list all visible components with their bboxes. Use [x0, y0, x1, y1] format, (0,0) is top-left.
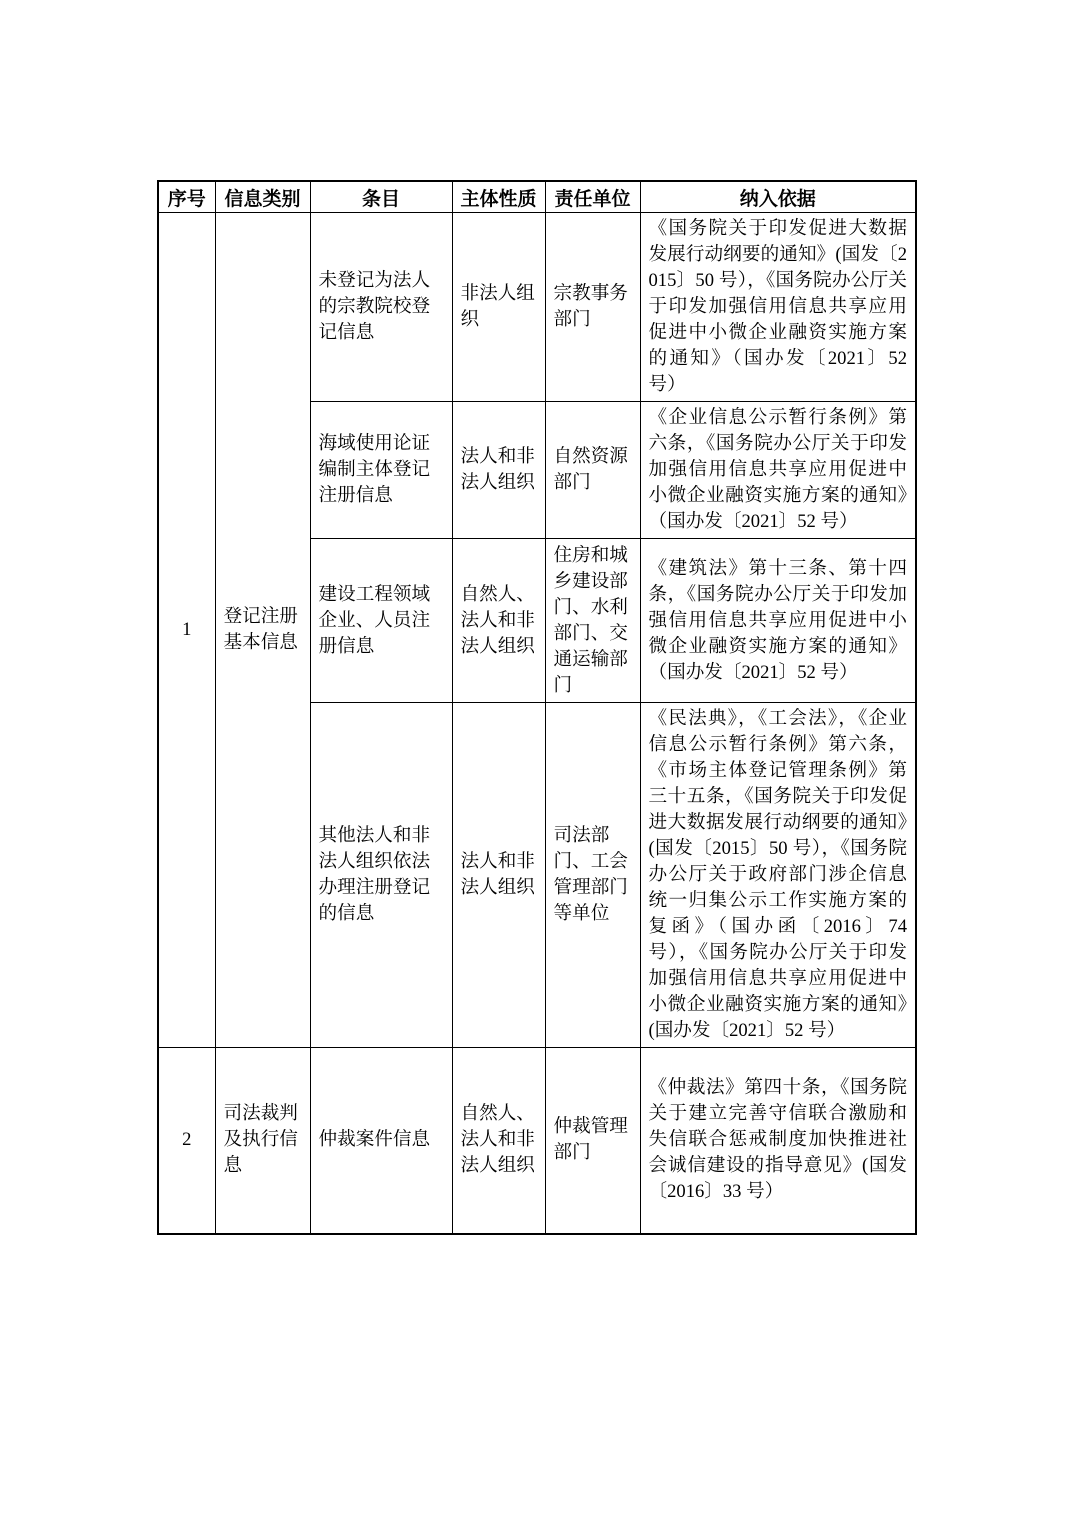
table-row: [158, 213, 916, 402]
cell-unit: 宗教事务部门: [545, 213, 640, 402]
column-header-category: 信息类别: [215, 181, 310, 213]
table-body: [158, 213, 916, 1234]
cell-item: 仲裁案件信息: [310, 1048, 452, 1234]
cell-item: 建设工程领域企业、人员注册信息: [310, 539, 452, 703]
table-header-row: [158, 181, 916, 213]
cell-category: 登记注册基本信息: [215, 213, 310, 1048]
table-row: [158, 1048, 916, 1234]
cell-basis: 《仲裁法》第四十条，《国务院关于建立完善守信联合激励和失信联合惩戒制度加快推进社会诚信建设的指导意见》(国发〔2016〕33 号）: [640, 1048, 916, 1234]
cell-subject: 自然人、法人和非法人组织: [452, 1048, 545, 1234]
cell-basis: 《民法典》，《工会法》，《企业信息公示暂行条例》第六条，《市场主体登记管理条例》第三十五条，《国务院关于印发促进大数据发展行动纲要的通知》(国发〔2015〕50 号），《国务院办公厅关于政府部门涉企信息统一归集公示工作实施方案的复函》（国办函〔2016〕74 号），《国务院办公厅关于印发加强信用信息共享应用促进中小微企业融资实施方案的通知》(国办发〔2021〕52 号）: [640, 703, 916, 1048]
column-header-no: 序号: [158, 181, 215, 213]
cell-subject: 自然人、法人和非法人组织: [452, 539, 545, 703]
column-header-subject: 主体性质: [452, 181, 545, 213]
cell-subject: 法人和非法人组织: [452, 703, 545, 1048]
column-header-basis: 纳入依据: [640, 181, 916, 213]
cell-item: 其他法人和非法人组织依法办理注册登记的信息: [310, 703, 452, 1048]
cell-basis: 《建筑法》第十三条、第十四条，《国务院办公厅关于印发加强信用信息共享应用促进中小微企业融资实施方案的通知》（国办发〔2021〕52 号）: [640, 539, 916, 703]
info-category-table: [157, 180, 917, 1235]
cell-item: 未登记为法人的宗教院校登记信息: [310, 213, 452, 402]
cell-item: 海域使用论证编制主体登记注册信息: [310, 402, 452, 539]
cell-no: 2: [158, 1048, 215, 1234]
column-header-item: 条目: [310, 181, 452, 213]
cell-category: 司法裁判及执行信息: [215, 1048, 310, 1234]
cell-unit: 住房和城乡建设部门、水利部门、交通运输部门: [545, 539, 640, 703]
cell-unit: 自然资源部门: [545, 402, 640, 539]
column-header-unit: 责任单位: [545, 181, 640, 213]
cell-unit: 司法部门、工会管理部门等单位: [545, 703, 640, 1048]
cell-basis: 《国务院关于印发促进大数据发展行动纲要的通知》(国发〔2015〕50 号），《国务院办公厅关于印发加强信用信息共享应用促进中小微企业融资实施方案的通知》（国办发〔2021〕52 号）: [640, 213, 916, 402]
cell-basis: 《企业信息公示暂行条例》第六条，《国务院办公厅关于印发加强信用信息共享应用促进中小微企业融资实施方案的通知》（国办发〔2021〕52 号）: [640, 402, 916, 539]
cell-subject: 非法人组织: [452, 213, 545, 402]
cell-subject: 法人和非法人组织: [452, 402, 545, 539]
cell-no: 1: [158, 213, 215, 1048]
cell-unit: 仲裁管理部门: [545, 1048, 640, 1234]
